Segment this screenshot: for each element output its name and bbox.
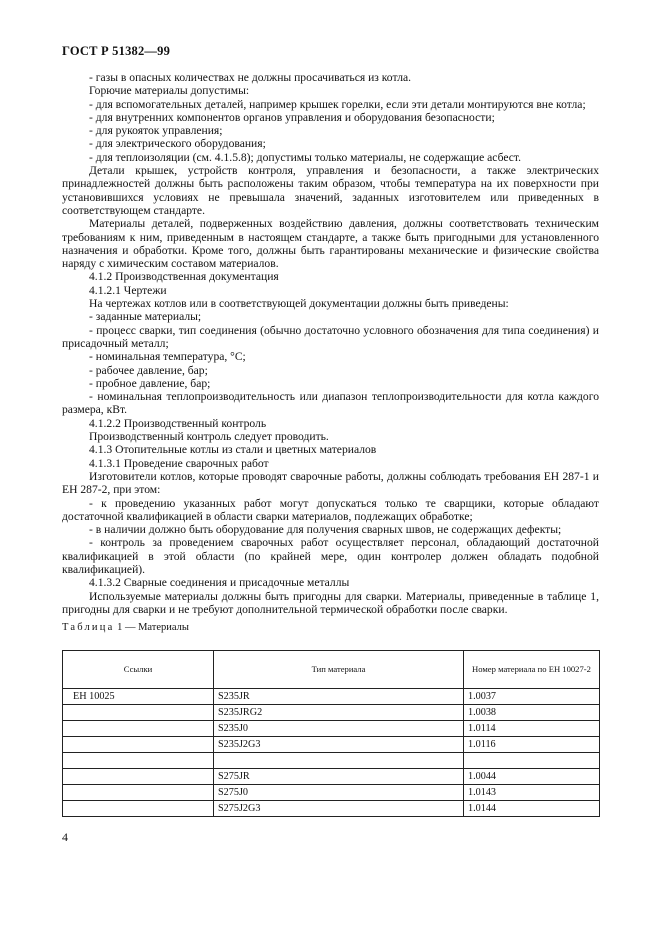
cell-material-number: 1.0144 xyxy=(464,801,600,817)
table-title-label: Таблица xyxy=(62,622,115,633)
cell-material-number: 1.0143 xyxy=(464,785,600,801)
cell-reference xyxy=(63,801,214,817)
list-item: - процесс сварки, тип соединения (обычно достаточно условного обозначения для типа соединения) и присадочный металл; xyxy=(62,323,599,350)
cell-reference xyxy=(63,737,214,753)
cell-material-type: S275J0 xyxy=(214,785,464,801)
cell-material-type: S235JR xyxy=(214,689,464,705)
list-item: - газы в опасных количествах не должны просачиваться из котла. xyxy=(89,71,412,84)
table-row xyxy=(63,737,600,753)
table-row xyxy=(63,801,600,817)
cell-material-type: S235J2G3 xyxy=(214,737,464,753)
paragraph: Материалы деталей, подверженных воздействию давления, должны соответствовать техническим требованиям к ним, приведенным в настоящем стандарте, а также быть пригодными для установленного назначения и обработки. Кроме того, должны быть гарантированы механические и физические свойства наряду с химическим составом материалов. xyxy=(62,217,599,271)
header-material-type: Тип материала xyxy=(214,651,464,689)
list-item: - контроль за проведением сварочных работ осуществляет персонал, обладающий достаточной квалификацией в этой области (по крайней мере, один контролер должен обладать подобной квалификацией). xyxy=(62,536,599,576)
document-header: ГОСТ Р 51382—99 xyxy=(62,44,171,58)
paragraph: 4.1.3.2 Сварные соединения и присадочные металлы xyxy=(89,576,350,590)
cell-material-number xyxy=(464,753,600,769)
cell-reference: ЕН 10025 xyxy=(63,689,214,705)
table-header-row xyxy=(63,651,600,689)
table-row xyxy=(63,705,600,721)
list-item: - к проведению указанных работ могут допускаться только те сварщики, которые обладают достаточной квалификацией в области сварки материалов, подлежащих обработке; xyxy=(62,496,599,523)
page-number: 4 xyxy=(62,830,68,844)
paragraph: 4.1.2.2 Производственный контроль xyxy=(89,416,267,430)
table-title-rest: 1 — Материалы xyxy=(114,622,189,633)
list-item: - для вспомогательных деталей, например крышек горелки, если эти детали монтируются вне котла; xyxy=(89,97,586,111)
cell-reference xyxy=(63,769,214,785)
list-item: - номинальная теплопроизводительность или диапазон теплопроизводительности для котла каждого размера, кВт. xyxy=(62,390,599,417)
header-material-number: Номер материала по ЕН 10027-2 xyxy=(464,651,600,689)
list-item: - рабочее давление, бар; xyxy=(89,363,208,377)
cell-material-type: S275JR xyxy=(214,769,464,785)
cell-reference xyxy=(63,705,214,721)
table-row xyxy=(63,753,600,769)
table-row xyxy=(63,689,600,705)
cell-material-number: 1.0037 xyxy=(464,689,600,705)
cell-material-number: 1.0038 xyxy=(464,705,600,721)
body-text xyxy=(62,71,599,616)
table-row xyxy=(63,769,600,785)
cell-material-type: S235J0 xyxy=(214,721,464,737)
table-row xyxy=(63,785,600,801)
list-item: - пробное давление, бар; xyxy=(89,376,211,390)
cell-reference xyxy=(63,753,214,769)
paragraph: Изготовители котлов, которые проводят сварочные работы, должны соблюдать требования ЕН 287-1 и ЕН 287-2, при этом: xyxy=(62,469,599,497)
table-title xyxy=(62,622,189,633)
materials-table xyxy=(62,650,600,817)
cell-material-number: 1.0116 xyxy=(464,737,600,753)
paragraph: На чертежах котлов или в соответствующей документации должны быть приведены: xyxy=(89,297,509,311)
cell-reference xyxy=(63,785,214,801)
paragraph: Используемые материалы должны быть пригодны для сварки. Материалы, приведенные в таблице 1, пригодны для сварки и не требуют дополнительной термической обработки после сварки. xyxy=(62,589,599,616)
paragraph: 4.1.3.1 Проведение сварочных работ xyxy=(89,456,269,470)
cell-material-type: S235JRG2 xyxy=(214,705,464,721)
header-references: Ссылки xyxy=(63,651,214,689)
cell-material-type: S275J2G3 xyxy=(214,801,464,817)
list-item: - для внутренних компонентов органов управления и оборудования безопасности; xyxy=(89,110,495,124)
list-item: - для рукояток управления; xyxy=(89,124,223,138)
paragraph: Горючие материалы допустимы: xyxy=(89,84,250,98)
paragraph: Производственный контроль следует проводить. xyxy=(89,430,329,444)
list-item: - заданные материалы; xyxy=(89,310,202,324)
cell-reference xyxy=(63,721,214,737)
list-item: - номинальная температура, °С; xyxy=(89,350,246,364)
list-item: - для теплоизоляции (см. 4.1.5.8); допустимы только материалы, не содержащие асбест. xyxy=(89,150,521,164)
cell-material-number: 1.0044 xyxy=(464,769,600,785)
paragraph: Детали крышек, устройств контроля, управления и безопасности, а также электрических принадлежностей должны быть расположены таким образом, чтобы температура на их поверхности при установившихся условиях не превышала значений, заданных изготовителем или приведенных в соответствующем стандарте. xyxy=(62,164,599,217)
table-row xyxy=(63,721,600,737)
list-item: - для электрического оборудования; xyxy=(89,137,266,151)
paragraph: 4.1.2 Производственная документация xyxy=(89,270,279,284)
cell-material-number: 1.0114 xyxy=(464,721,600,737)
paragraph: 4.1.3 Отопительные котлы из стали и цветных материалов xyxy=(89,443,377,457)
cell-material-type xyxy=(214,753,464,769)
paragraph: 4.1.2.1 Чертежи xyxy=(89,283,167,297)
list-item: - в наличии должно быть оборудование для получения сварных швов, не содержащих дефекты; xyxy=(89,523,562,537)
